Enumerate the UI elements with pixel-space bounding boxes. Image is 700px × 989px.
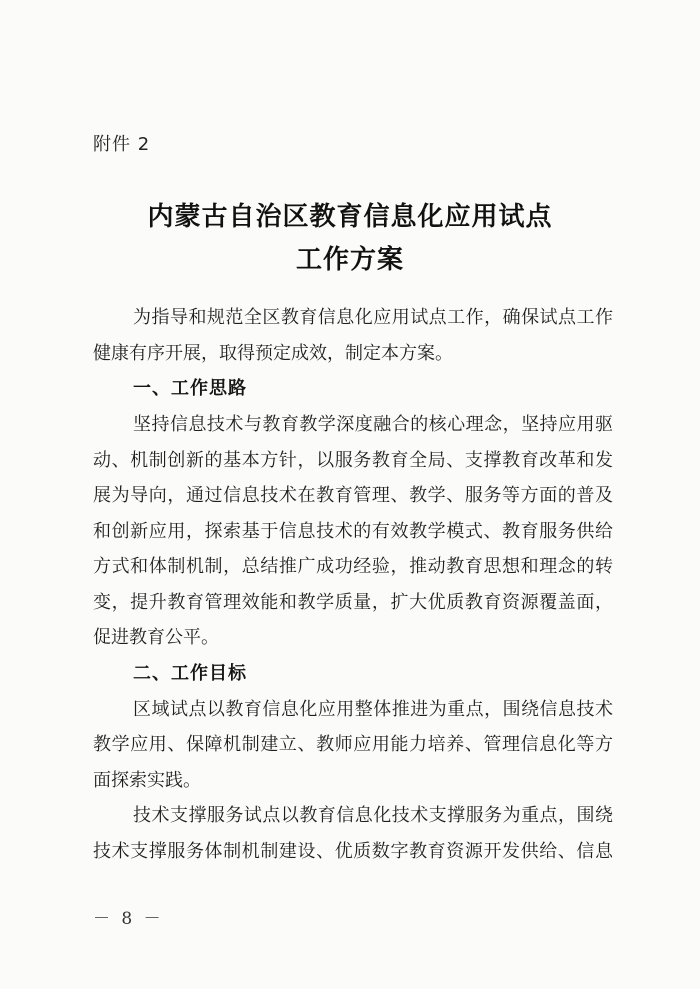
section1-line-4: 和创新应用，探索基于信息技术的有效教学模式、教育服务供给 <box>93 521 613 542</box>
section2-para1-line-3: 面探索实践。 <box>93 770 201 791</box>
section1-line-6: 变，提升教育管理效能和教学质量，扩大优质教育资源覆盖面， <box>93 592 613 613</box>
section-heading-1: 一、工作思路 <box>133 378 247 399</box>
section1-line-7: 促进教育公平。 <box>93 627 219 648</box>
document-title-line-1: 内蒙古自治区教育信息化应用试点 <box>147 202 553 232</box>
page-number: － 8 － <box>93 909 164 929</box>
section1-line-1: 坚持信息技术与教育教学深度融合的核心理念，坚持应用驱 <box>133 414 613 435</box>
section2-para2-line-1: 技术支撑服务试点以教育信息化技术支撑服务为重点，围绕 <box>133 805 613 826</box>
attachment-label: 附件 2 <box>93 134 151 155</box>
section1-line-3: 展为导向，通过信息技术在教育管理、教学、服务等方面的普及 <box>93 485 613 506</box>
section2-para1-line-1: 区域试点以教育信息化应用整体推进为重点，围绕信息技术 <box>133 699 613 720</box>
section2-para1-line-2: 教学应用、保障机制建立、教师应用能力培养、管理信息化等方 <box>93 734 613 755</box>
intro-line-2: 健康有序开展，取得预定成效，制定本方案。 <box>93 343 453 364</box>
section1-line-5: 方式和体制机制，总结推广成功经验，推动教育思想和理念的转 <box>93 556 613 577</box>
section2-para2-line-2: 技术支撑服务体制机制建设、优质数字教育资源开发供给、信息 <box>93 841 613 862</box>
section1-line-2: 动、机制创新的基本方针，以服务教育全局、支撑教育改革和发 <box>93 450 613 471</box>
document-title-line-2: 工作方案 <box>295 245 404 275</box>
section-heading-2: 二、工作目标 <box>133 663 247 684</box>
intro-line-1: 为指导和规范全区教育信息化应用试点工作，确保试点工作 <box>133 307 613 328</box>
